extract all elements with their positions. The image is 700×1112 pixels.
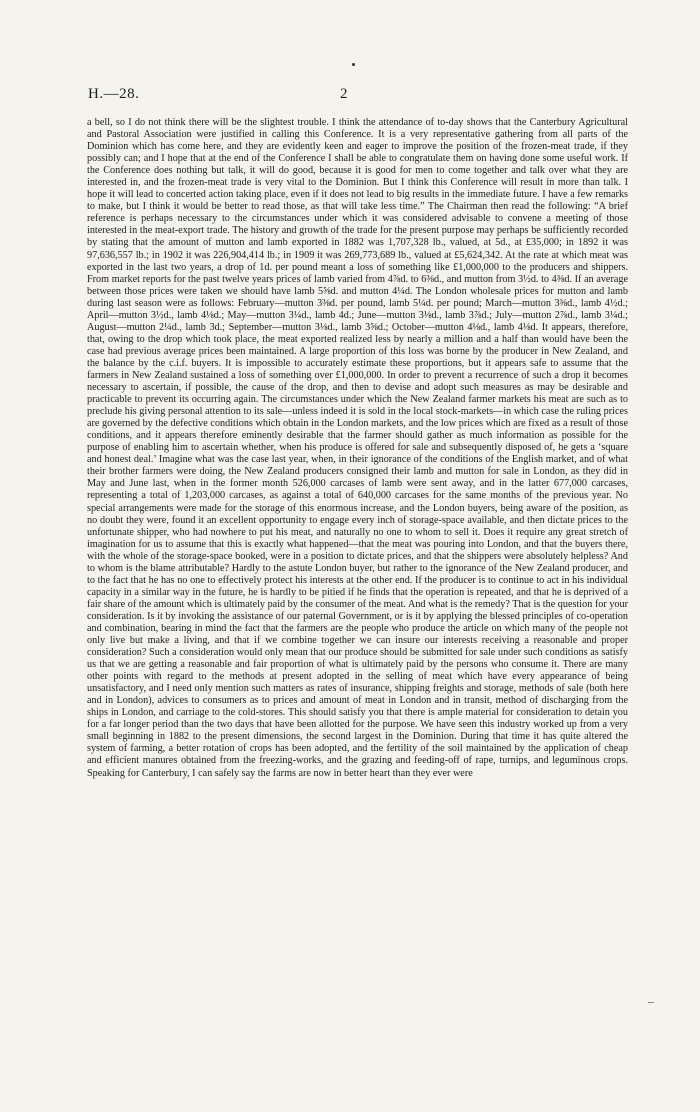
page-dot-mark [352, 63, 355, 66]
page-number: 2 [340, 86, 348, 102]
margin-mark [648, 1002, 654, 1003]
body-paragraph: a bell, so I do not think there will be the slightest trouble. I think the attendance of to-day shows that the Canterbury Agricultural and Pastoral Association were justified in calling this Conference. It is a very representative gathering from all parts of the Dominion which has come here, and they are evidently keen and eager to improve the position of the frozen-meat trade, if they possibly can; and I hope that at the end of the Conference I shall be able to congratulate them on having done some useful work. If the Conference does nothing but talk, it will do good, because it is good for men to come together and talk over what they are interested in, and the frozen-meat trade is very vital to the Dominion. But I think this Conference will result in more than talk. I hope it will lead to concerted action taking place, even if it does not lead to big results in the immediate future. I have a few remarks to make, but I think it would be better to read those, as that will take less time.” The Chairman then read the following: “A brief reference is perhaps necessary to the circumstances under which it was considered advisable to convene a meeting of those interested in the meat-export trade. The history and growth of the trade for the present purpose may perhaps be sufficiently recorded by stating that the amount of mutton and lamb exported in 1882 was 1,707,328 lb., valued, at 5d., at £35,000; in 1892 it was 97,636,557 lb.; in 1902 it was 226,904,414 lb.; in 1909 it was 269,773,689 lb., valued at £5,624,342. At the rate at which meat was exported in the last two years, a drop of 1d. per pound meant a loss of something like £1,000,000 to the producers and shippers. From market reports for the past twelve years prices of lamb varied from 4⅞d. to 6⅜d., and mutton from 3½d. to 4⅜d. If an average between those prices were taken we should have lamb 5⅝d. and mutton 4¼d. The London wholesale prices for mutton and lamb during last season were as follows: February—mutton 3⅜d. per pound, lamb 5¼d. per pound; March—mutton 3⅜d., lamb 4½d.; April—mutton 3½d., lamb 4⅛d.; May—mutton 3¼d., lamb 4d.; June—mutton 3⅛d., lamb 3⅞d.; July—mutton 2⅞d., lamb 3¼d.; August—mutton 2¼d., lamb 3d.; September—mutton 3⅛d., lamb 3⅝d.; October—mutton 4⅛d., lamb 4⅛d. It appears, therefore, that, owing to the drop which took place, the meat exported realized less by nearly a million and a half than would have been the case had previous average prices been maintained. A large proportion of this loss was borne by the producer in New Zealand, and the balance by the c.i.f. buyers. It is impossible to accurately estimate these proportions, but it appears safe to assume that the farmers in New Zealand sustained a loss of something over £1,000,000. In order to prevent a recurrence of such a drop it becomes necessary to ascertain, if possible, the cause of the drop, and then to devise and adopt such measures as may be desirable and practicable to prevent its occurring again. The circumstances under which the New Zealand farmer markets his meat are such as to preclude his giving personal attention to its sale—unless indeed it is sold in the local stock-markets—in which case the ruling prices are governed by the defective conditions which obtain in the London markets, and the low prices which are fixed as a result of those conditions, and it appears therefore eminently desirable that the farmer should gather as much information as possible for the purpose of enabling him to ascertain whether, when his produce is offered for sale and subsequently disposed of, he gets a ‘square and honest deal.’ Imagine what was the case last year, when, in their ignorance of the conditions of the English market, and of what their brother farmers were doing, the New Zealand producers consigned their lamb and mutton for sale in London, as they did in May and June last, when in the former month 526,000 carcases of lamb were sent away, and in the latter 677,000 carcases, representing a total of 1,203,000 carcases, as against a total of 640,000 carcases for the same months of the previous year. No special arrangements were made for the storage of this enormous increase, and the London buyers, being aware of the position, as no doubt they were, found it an excellent opportunity to engage every inch of storage-space available, and then dictate prices to the unfortunate shipper, who had nowhere to put his meat, and naturally no one to whom to sell it. Does it require any great stretch of imagination for us to assume that this is exactly what happened—that the meat was pouring into London, and that the buyers there, with the whole of the storage-space booked, were in a position to dictate prices, and that the shippers were absolutely helpless? And to whom is the blame attributable? Hardly to the astute London buyer, but rather to the ignorance of the New Zealand producer, and to the fact that he has no one to effectively protect his interests at the other end. If the producer is to continue to act in his individual capacity in a similar way in the future, he is hardly to be pitied if he finds that the operation is repeated, and that he is deprived of a fair share of the amount which is ultimately paid by the consumer of the meat. And what is the remedy? That is the question for your consideration. Is it by invoking the assistance of our paternal Government, or is it by applying the blessed principles of co-operation and combination, bearing in mind the fact that the farmers are the people who produce the article on which many of the people not only live but make a living, and that if we combine together we can insure our interests receiving a reasonable and proper consideration? Such a consideration would only mean that our produce should be submitted for sale under such conditions as satisfy us that we are getting a reasonable and fair proportion of what is ultimately paid by the persons who consume it. There are many other points with regard to the methods at present adopted in the selling of meat which have every appearance of being unsatisfactory, and I need only mention such matters as rates of insurance, shipping freights and storage, methods of sale (both here and in London), advices to consumers as to prices and amount of meat in London and in transit, method of discharging from the ships in London, and carriage to the cold-stores. This should satisfy you that there is ample material for consideration to detain you for a far longer period than the two days that have been allotted for the purpose. We have seen this industry worked up from a very small beginning in 1882 to the present dimensions, the second largest in the Dominion. During that time it has quite altered the system of farming, a better rotation of crops has been adopted, and the fertility of the soil maintained by the application of cheap and efficient manures obtained from the freezing-works, and the grazing and feeding-off of rape, turnips, and leguminous crops. Speaking for Canterbury, I can safely say the farms are now in better heart than they ever were [87, 117, 628, 779]
document-reference: H.—28. [88, 86, 140, 102]
page-header [88, 86, 628, 110]
